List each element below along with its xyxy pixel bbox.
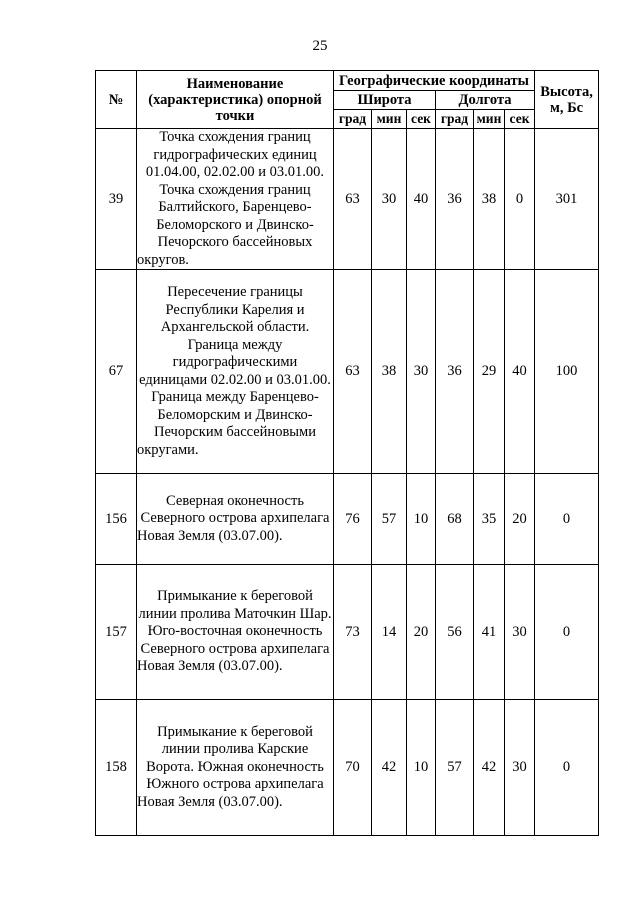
lat-sec: 30 — [407, 270, 436, 474]
table-row — [96, 270, 599, 474]
lon-min: 41 — [474, 565, 505, 700]
lat-min: 14 — [372, 565, 407, 700]
point-number: 39 — [96, 129, 137, 270]
height-value: 100 — [535, 270, 599, 474]
lon-sec: 30 — [505, 565, 535, 700]
lat-deg: 76 — [334, 474, 372, 565]
lon-deg: 36 — [436, 129, 474, 270]
header-geo-coordinates: Географические координаты — [334, 71, 535, 91]
lat-deg: 63 — [334, 270, 372, 474]
height-value: 0 — [535, 474, 599, 565]
header-lon-deg: град — [436, 110, 474, 129]
point-number: 158 — [96, 700, 137, 836]
point-description: Примыкание к береговой линии пролива Карские Ворота. Южная оконечность Южного острова архипелага Новая Земля (03.07.00). — [137, 700, 334, 836]
point-description: Точка схождения границ гидрографических единиц 01.04.00, 02.02.00 и 03.01.00. Точка схождения границ Балтийского, Баренцево-Беломорского и Двинско-Печорского бассейновых округов. — [137, 129, 334, 270]
header-lat-min: мин — [372, 110, 407, 129]
point-description: Северная оконечность Северного острова архипелага Новая Земля (03.07.00). — [137, 474, 334, 565]
lon-deg: 57 — [436, 700, 474, 836]
point-number: 67 — [96, 270, 137, 474]
height-value: 0 — [535, 700, 599, 836]
lat-deg: 73 — [334, 565, 372, 700]
lon-sec: 40 — [505, 270, 535, 474]
table-row — [96, 700, 599, 836]
lon-sec: 0 — [505, 129, 535, 270]
lon-min: 35 — [474, 474, 505, 565]
lon-deg: 56 — [436, 565, 474, 700]
lat-deg: 70 — [334, 700, 372, 836]
lat-sec: 20 — [407, 565, 436, 700]
header-lat-deg: град — [334, 110, 372, 129]
header-lat-sec: сек — [407, 110, 436, 129]
lat-min: 30 — [372, 129, 407, 270]
lat-sec: 40 — [407, 129, 436, 270]
header-lon-min: мин — [474, 110, 505, 129]
lon-sec: 30 — [505, 700, 535, 836]
lon-deg: 36 — [436, 270, 474, 474]
header-longitude: Долгота — [436, 91, 535, 110]
lat-min: 57 — [372, 474, 407, 565]
lat-sec: 10 — [407, 700, 436, 836]
lat-min: 38 — [372, 270, 407, 474]
table-row — [96, 565, 599, 700]
lon-min: 29 — [474, 270, 505, 474]
reference-points-table — [95, 70, 599, 836]
point-description: Примыкание к береговой линии пролива Маточкин Шар. Юго-восточная оконечность Северного острова архипелага Новая Земля (03.07.00). — [137, 565, 334, 700]
point-number: 157 — [96, 565, 137, 700]
lat-min: 42 — [372, 700, 407, 836]
header-number: № — [96, 71, 137, 129]
lon-min: 38 — [474, 129, 505, 270]
point-number: 156 — [96, 474, 137, 565]
point-description: Пересечение границы Республики Карелия и Архангельской области. Граница между гидрографическими единицами 02.02.00 и 03.01.00. Граница между Баренцево-Беломорским и Двинско-Печорским бассейновыми округами. — [137, 270, 334, 474]
header-lon-sec: сек — [505, 110, 535, 129]
lat-deg: 63 — [334, 129, 372, 270]
header-height: Высота, м, Бс — [535, 71, 599, 129]
header-latitude: Широта — [334, 91, 436, 110]
lat-sec: 10 — [407, 474, 436, 565]
lon-min: 42 — [474, 700, 505, 836]
height-value: 0 — [535, 565, 599, 700]
header-name: Наименование (характеристика) опорной точки — [137, 71, 334, 129]
table-row — [96, 129, 599, 270]
table-row — [96, 474, 599, 565]
page-number: 25 — [312, 38, 328, 54]
lon-sec: 20 — [505, 474, 535, 565]
height-value: 301 — [535, 129, 599, 270]
lon-deg: 68 — [436, 474, 474, 565]
